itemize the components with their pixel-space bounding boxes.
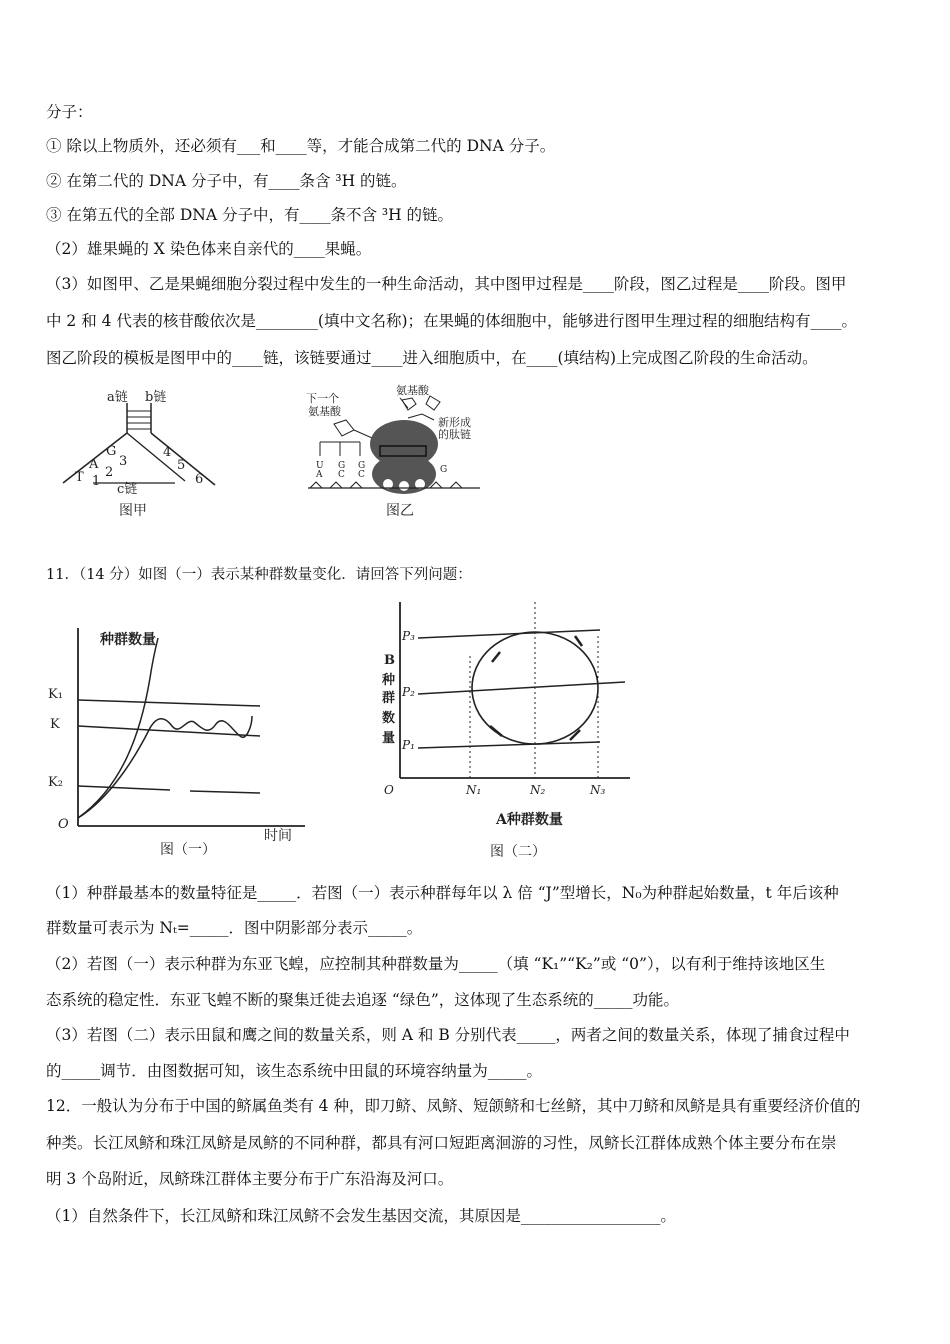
- fig1-k: K: [50, 717, 60, 732]
- base-g4: G: [440, 465, 448, 475]
- q11-part3-line1: （3）若图（二）表示田鼠和鹰之间的数量关系，则 A 和 B 分别代表_____，两者之间的数量关系，体现了捕食过程中: [46, 1026, 850, 1044]
- fig1-k2: K₂: [48, 775, 63, 790]
- base-c2: C: [358, 470, 365, 480]
- aa-label: 氨基酸: [396, 384, 429, 397]
- q10-sub3: ③ 在第五代的全部 DNA 分子中，有____条不含 ³H 的链。: [46, 206, 454, 224]
- b-chain-label: b链: [145, 390, 167, 405]
- base-t: T: [75, 470, 84, 485]
- num-1: 1: [92, 474, 101, 489]
- q11-header: 11．（14 分）如图（一）表示某种群数量变化．请回答下列问题：: [46, 567, 472, 583]
- fig1-xlabel: 时间: [264, 828, 292, 844]
- q12-line3: 明 3 个岛附近，凤鲚珠江群体主要分布于广东沿海及河口。: [46, 1170, 454, 1188]
- fig2-n3: N₃: [590, 783, 606, 797]
- q10-tail: 分子：: [46, 103, 93, 121]
- fig2-p1: P₁: [402, 738, 415, 752]
- fig2-xlabel: A种群数量: [496, 812, 563, 828]
- q11-part1-line2: 群数量可表示为 Nₜ=_____．图中阴影部分表示_____。: [46, 919, 423, 937]
- figure-1: [40, 618, 320, 863]
- next-aa-label-2: 氨基酸: [308, 405, 341, 418]
- figure-2: [370, 596, 640, 866]
- q11-part2-line2: 态系统的稳定性．东亚飞蝗不断的聚集迁徙去追逐 “绿色”，这体现了生态系统的_____功能。: [46, 991, 680, 1009]
- fig1-ylabel: 种群数量: [100, 632, 156, 648]
- new-peptide-label-1: 新形成: [438, 416, 471, 429]
- q11-part1-line1: （1）种群最基本的数量特征是_____．若图（一）表示种群每年以 λ 倍 “J”型增长，N₀为种群起始数量，t 年后该种: [46, 884, 839, 902]
- num-2: 2: [105, 465, 114, 480]
- new-peptide-label-2: 的肽链: [438, 428, 471, 441]
- base-u: U: [316, 461, 324, 471]
- fig2-ylabel-b: B: [384, 653, 395, 668]
- q10-part3-line1: （3）如图甲、乙是果蝇细胞分裂过程中发生的一种生命活动，其中图甲过程是____阶段，图乙过程是____阶段。图甲: [46, 275, 847, 293]
- base-g3: G: [358, 461, 366, 471]
- q10-sub1: ① 除以上物质外，还必须有___和____等，才能合成第二代的 DNA 分子。: [46, 137, 556, 155]
- fig2-n2: N₂: [530, 783, 546, 797]
- caption-fig1: 图（一）: [160, 842, 216, 858]
- q12-part1: （1）自然条件下，长江凤鲚和珠江凤鲚不会发生基因交流，其原因是__________________。: [46, 1207, 676, 1225]
- q12-line2: 种类。长江凤鲚和珠江凤鲚是凤鲚的不同种群，都具有河口短距离洄游的习性，凤鲚长江群体成熟个体主要分布在崇: [46, 1134, 837, 1152]
- base-a: A: [89, 457, 99, 472]
- figure-jia: [55, 385, 225, 520]
- fig2-origin: O: [384, 783, 394, 797]
- q10-sub2: ② 在第二代的 DNA 分子中，有____条含 ³H 的链。: [46, 172, 407, 190]
- num-4: 4: [163, 445, 172, 460]
- caption-jia: 图甲: [119, 503, 147, 519]
- fig2-ylabel-3: 数: [382, 711, 396, 726]
- q10-part3-line3: 图乙阶段的模板是图甲中的____链，该链要通过____进入细胞质中，在____(填结构)上完成图乙阶段的生命活动。: [46, 349, 818, 367]
- num-6: 6: [195, 472, 204, 487]
- caption-fig2: 图（二）: [490, 844, 546, 860]
- base-a2: A: [316, 470, 323, 480]
- fig2-ylabel-2: 群: [382, 691, 396, 706]
- a-chain-label: a链: [107, 390, 128, 405]
- figure-yi: [300, 380, 490, 520]
- fig2-ylabel-1: 种: [382, 673, 396, 688]
- fig2-p2: P₂: [402, 685, 415, 699]
- num-3: 3: [119, 454, 128, 469]
- caption-yi: 图乙: [386, 503, 414, 519]
- q11-part2-line1: （2）若图（一）表示种群为东亚飞蝗，应控制其种群数量为_____（填 “K₁”“K₂”或 “0”），以有利于维持该地区生: [46, 955, 826, 973]
- fig1-k1: K₁: [48, 687, 63, 702]
- base-g: G: [106, 444, 117, 459]
- base-c: C: [338, 470, 345, 480]
- q12-line1: 12．一般认为分布于中国的鲚属鱼类有 4 种，即刀鲚、凤鲚、短颌鲚和七丝鲚，其中刀鲚和凤鲚是具有重要经济价值的: [46, 1097, 861, 1115]
- fig2-p3: P₃: [402, 629, 415, 643]
- fig2-n1: N₁: [466, 783, 482, 797]
- num-5: 5: [177, 458, 186, 473]
- c-chain-label: c链: [117, 482, 138, 497]
- fig2-ylabel-4: 量: [382, 731, 396, 746]
- next-aa-label-1: 下一个: [306, 392, 339, 405]
- fig1-origin: O: [58, 817, 69, 832]
- q10-part3-line2: 中 2 和 4 代表的核苷酸依次是________(填中文名称)；在果蝇的体细胞中，能够进行图甲生理过程的细胞结构有____。: [46, 312, 858, 330]
- q10-part2: （2）雄果蝇的 X 染色体来自亲代的____果蝇。: [46, 240, 372, 258]
- base-g2: G: [338, 461, 346, 471]
- q11-part3-line2: 的_____调节．由图数据可知，该生态系统中田鼠的环境容纳量为_____。: [46, 1062, 543, 1080]
